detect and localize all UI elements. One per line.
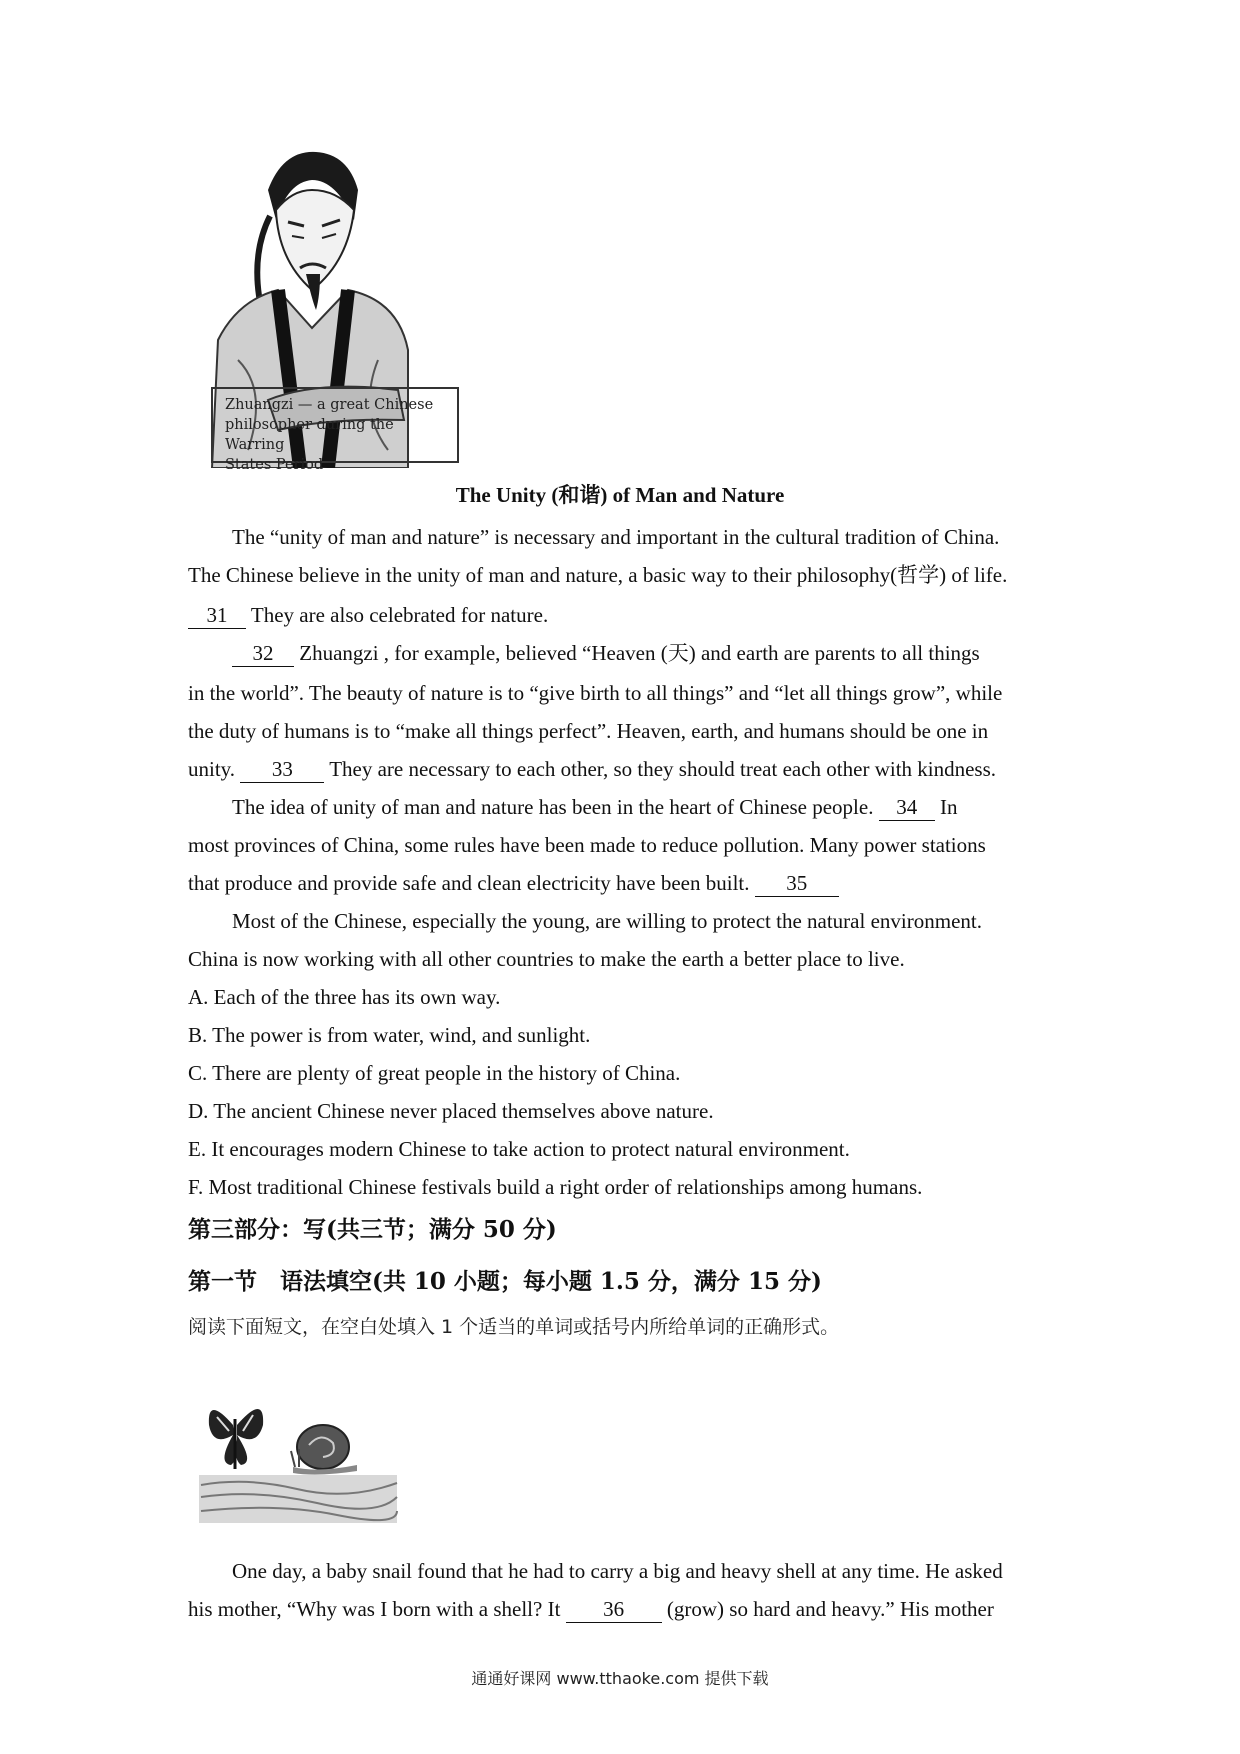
p3-line1-text: The idea of unity of man and nature has been in the heart of Chinese people. [232, 795, 874, 819]
caption-line: Zhuangzi — a great Chinese [225, 397, 434, 413]
option-c: C. There are plenty of great people in the history of China. [188, 1061, 681, 1085]
story-line2a: his mother, “Why was I born with a shell? It [188, 1597, 561, 1621]
p4-line1: Most of the Chinese, especially the young, are willing to protect the natural environment. [232, 909, 982, 933]
p3-line3-text: that produce and provide safe and clean electricity have been built. [188, 871, 750, 895]
p2-line2: in the world”. The beauty of nature is to “give birth to all things” and “let all things grow”, while [188, 681, 1003, 705]
butterfly-snail-illustration [197, 1385, 399, 1525]
p3-line2: most provinces of China, some rules have been made to reduce pollution. Many power stations [188, 833, 986, 857]
blank-35[interactable]: 35 [755, 870, 839, 897]
instruction-text: 阅读下面短文，在空白处填入 1 个适当的单词或括号内所给单词的正确形式。 [188, 1316, 840, 1338]
option-d: D. The ancient Chinese never placed themselves above nature. [188, 1099, 714, 1123]
p2-line3: the duty of humans is to “make all things perfect”. Heaven, earth, and humans should be one in [188, 719, 989, 743]
p1-line3 [188, 596, 1048, 634]
option-a: A. Each of the three has its own way. [188, 985, 501, 1009]
option-e: E. It encourages modern Chinese to take action to protect natural environment. [188, 1137, 850, 1161]
passage-title: The Unity (和谐) of Man and Nature [455, 483, 785, 507]
p2-line1-text: Zhuangzi , for example, believed “Heaven (天) and earth are parents to all things [299, 641, 980, 665]
p3-line3 [188, 864, 1048, 902]
p2-line4 [188, 750, 1048, 788]
p1-line2: The Chinese believe in the unity of man and nature, a basic way to their philosophy(哲学) of life. [188, 563, 1008, 587]
p1-line3-text: They are also celebrated for nature. [250, 603, 549, 627]
blank-31[interactable]: 31 [188, 602, 246, 629]
section3-heading: 第三部分：写(共三节；满分 50 分) [188, 1216, 557, 1243]
section3-1-heading: 第一节 语法填空(共 10 小题；每小题 1.5 分，满分 15 分) [188, 1268, 822, 1295]
option-f: F. Most traditional Chinese festivals build a right order of relationships among humans. [188, 1175, 923, 1199]
p4-line2: China is now working with all other countries to make the earth a better place to live. [188, 947, 905, 971]
illustration-caption [211, 387, 459, 473]
story-line2b: (grow) so hard and heavy.” His mother [666, 1597, 994, 1621]
caption-line: philosopher during the Warring [225, 417, 394, 453]
caption-line: States Period [225, 457, 324, 473]
p3-line1 [188, 788, 1048, 826]
blank-32[interactable]: 32 [232, 640, 294, 667]
blank-36[interactable]: 36 [566, 1596, 662, 1623]
blank-34[interactable]: 34 [879, 794, 935, 821]
p2-line1 [188, 634, 1092, 672]
p3-line1b: In [939, 795, 958, 819]
blank-33[interactable]: 33 [240, 756, 324, 783]
option-b: B. The power is from water, wind, and sunlight. [188, 1023, 591, 1047]
story-line1: One day, a baby snail found that he had to carry a big and heavy shell at any time. He asked [232, 1559, 1003, 1583]
p2-line4b: They are necessary to each other, so they should treat each other with kindness. [329, 757, 997, 781]
p1-line1: The “unity of man and nature” is necessary and important in the cultural tradition of China. [232, 525, 1000, 549]
footer: 通通好课网 www.tthaoke.com 提供下载 [471, 1669, 769, 1688]
p2-line4a: unity. [188, 757, 236, 781]
story-line2 [188, 1590, 1048, 1628]
